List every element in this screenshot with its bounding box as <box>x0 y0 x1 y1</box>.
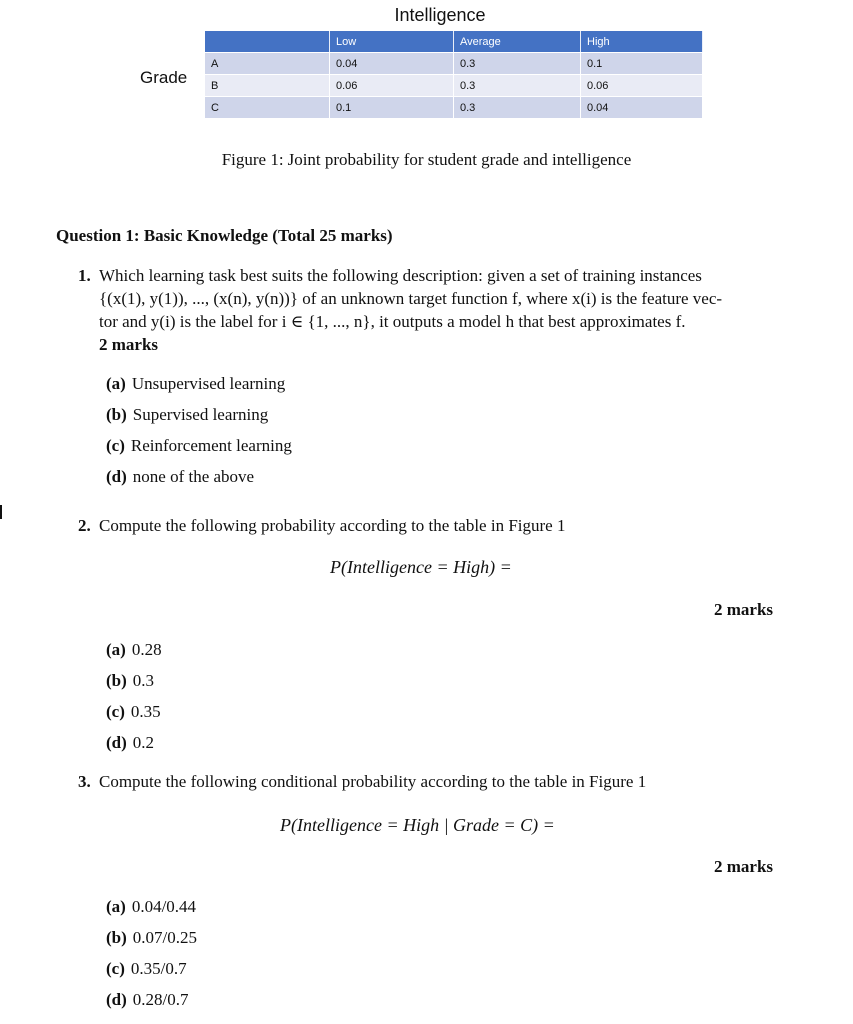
option-label: (d) <box>106 467 127 486</box>
item-3-equation: P(Intelligence = High | Grade = C) = <box>280 815 555 835</box>
item-2-equation: P(Intelligence = High) = <box>330 557 512 577</box>
option-label: (a) <box>106 640 126 659</box>
option-text: 0.35 <box>130 702 161 721</box>
option-text: 0.04/0.44 <box>131 897 197 916</box>
item-3-marks: 2 marks <box>714 857 774 876</box>
option-label: (b) <box>106 671 127 690</box>
option-text: 0.3 <box>132 671 155 690</box>
item-1-line: {(x(1), y(1)), ..., (x(n), y(n))} of an unknown target function f, where x(i) is the feature vec- <box>99 289 723 308</box>
table-row <box>205 75 703 97</box>
joint-probability-table <box>205 31 703 119</box>
header-cell: High <box>581 31 703 53</box>
option-label: (a) <box>106 897 126 916</box>
option-text: none of the above <box>132 467 255 486</box>
table-header-row <box>205 31 703 53</box>
item-1-line: Which learning task best suits the following description: given a set of training instances <box>99 266 702 285</box>
row-axis-label: Grade <box>140 68 188 87</box>
item-1-marks: 2 marks <box>99 335 159 354</box>
option-text: Supervised learning <box>132 405 269 424</box>
table-cell: 0.06 <box>581 75 703 97</box>
option <box>106 640 162 660</box>
table-cell: 0.3 <box>454 53 581 75</box>
option <box>106 959 187 979</box>
item-number: 3. <box>78 772 91 791</box>
option-label: (c) <box>106 702 125 721</box>
option-text: 0.28/0.7 <box>132 990 189 1009</box>
table-cell: A <box>205 53 330 75</box>
item-2-marks: 2 marks <box>714 600 774 619</box>
table-cell: C <box>205 97 330 119</box>
header-cell <box>205 31 330 53</box>
option <box>106 467 254 487</box>
caption-text: Joint probability for student grade and intelligence <box>287 150 632 169</box>
option <box>106 374 285 394</box>
option <box>106 405 268 425</box>
table-cell: 0.3 <box>454 97 581 119</box>
option <box>106 897 196 917</box>
margin-mark <box>0 505 2 519</box>
item-number: 1. <box>78 266 91 285</box>
caption-label: Figure 1: <box>221 150 284 169</box>
option-text: 0.2 <box>132 733 155 752</box>
figure-caption <box>0 150 853 170</box>
table-cell: B <box>205 75 330 97</box>
option <box>106 702 161 722</box>
table-cell: 0.04 <box>330 53 454 75</box>
option-label: (c) <box>106 436 125 455</box>
option-label: (d) <box>106 990 127 1009</box>
option-label: (a) <box>106 374 126 393</box>
table-title: Intelligence <box>394 5 486 25</box>
option <box>106 671 154 691</box>
question-heading: Question 1: Basic Knowledge (Total 25 marks) <box>56 226 393 245</box>
option-text: 0.28 <box>131 640 162 659</box>
table-cell: 0.1 <box>330 97 454 119</box>
option-text: Reinforcement learning <box>130 436 292 455</box>
table-row <box>205 53 703 75</box>
option-label: (b) <box>106 405 127 424</box>
table-cell: 0.1 <box>581 53 703 75</box>
option-label: (c) <box>106 959 125 978</box>
option <box>106 990 189 1010</box>
item-number: 2. <box>78 516 91 535</box>
option-label: (d) <box>106 733 127 752</box>
header-cell: Average <box>454 31 581 53</box>
header-cell: Low <box>330 31 454 53</box>
table-row <box>205 97 703 119</box>
item-3-text: Compute the following conditional probability according to the table in Figure 1 <box>99 772 647 791</box>
option-text: 0.35/0.7 <box>130 959 187 978</box>
item-2-text: Compute the following probability according to the table in Figure 1 <box>99 516 566 535</box>
table-cell: 0.3 <box>454 75 581 97</box>
table-cell: 0.04 <box>581 97 703 119</box>
option-text: 0.07/0.25 <box>132 928 198 947</box>
table-cell: 0.06 <box>330 75 454 97</box>
option <box>106 733 154 753</box>
option-label: (b) <box>106 928 127 947</box>
option <box>106 436 292 456</box>
option-text: Unsupervised learning <box>131 374 286 393</box>
item-1-text <box>99 264 784 356</box>
item-1-line: tor and y(i) is the label for i ∈ {1, ..., n}, it outputs a model h that best approximates f. <box>99 312 686 331</box>
option <box>106 928 197 948</box>
